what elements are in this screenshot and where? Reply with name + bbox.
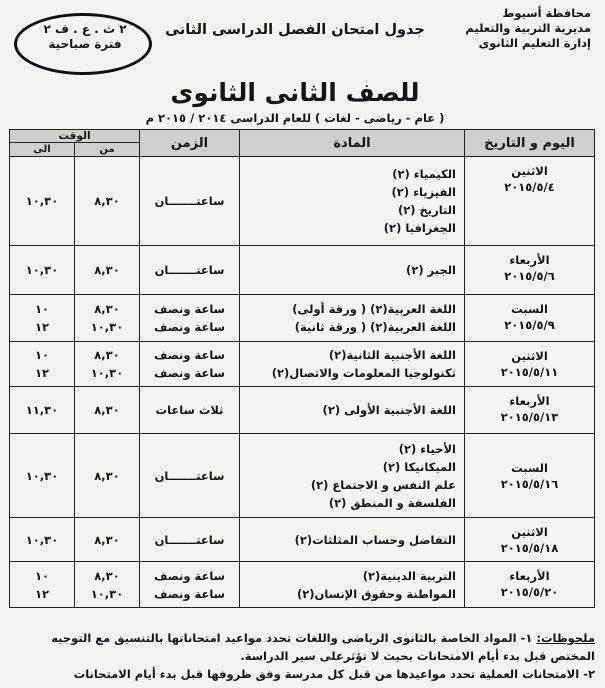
day-name: الأربعاء bbox=[509, 394, 550, 408]
time-to-cell bbox=[10, 342, 75, 387]
page-title: جدول امتحان الفصل الدراسى الثانى bbox=[165, 22, 425, 38]
subject-name: الفيزياء (٢) bbox=[391, 185, 456, 199]
directorate-line: مديرية التربية والتعليم bbox=[465, 21, 591, 35]
duration-cell bbox=[140, 562, 240, 608]
exam-date: ٢٠١٥/٥/١١ bbox=[500, 365, 559, 379]
table-row bbox=[10, 518, 595, 562]
exam-date: ٢٠١٥/٥/٢٠ bbox=[500, 585, 559, 599]
stamp-text bbox=[30, 22, 140, 52]
time-from-value: ٨,٣٠ bbox=[94, 348, 120, 362]
governorate-line: محافظة أسيوط bbox=[502, 6, 591, 20]
subject-cell bbox=[240, 157, 465, 246]
exam-date: ٢٠١٥/٥/٦ bbox=[504, 269, 555, 283]
note-line: ٢- الامتحانات العملية تحدد مواعيدها من قبل كل مدرسة وفق ظروفها قبل بدء أيام الامتحانات bbox=[73, 667, 595, 681]
table-row bbox=[10, 157, 595, 246]
administration-line: إدارة التعليم الثانوى bbox=[478, 36, 591, 50]
day-date-cell bbox=[465, 562, 595, 608]
time-from-value: ١٠,٣٠ bbox=[90, 586, 124, 601]
subject-name: اللغة العربية(٢) ( ورقة ثانية) bbox=[294, 320, 456, 334]
time-to-value: ١١,٣٠ bbox=[25, 403, 59, 417]
time-to-value: ١٢ bbox=[34, 586, 50, 601]
day-name: الاثنين bbox=[511, 525, 548, 539]
duration-cell bbox=[140, 342, 240, 387]
duration-value: ساعتـــــــان bbox=[154, 194, 225, 208]
duration-value: ساعة ونصف bbox=[154, 302, 225, 316]
time-from-cell bbox=[75, 246, 140, 295]
notes-label: ملحوظات: bbox=[536, 631, 595, 645]
time-to-value: ١٠,٣٠ bbox=[25, 532, 59, 547]
time-from-value: ٨,٣٠ bbox=[94, 263, 120, 277]
duration-cell bbox=[140, 387, 240, 434]
subject-name: التربية الدينية(٢) bbox=[362, 568, 456, 583]
time-from-value: ٨,٣٠ bbox=[94, 468, 120, 483]
notes-section bbox=[7, 629, 595, 683]
time-to-cell bbox=[10, 246, 75, 295]
day-name: الاثنين bbox=[511, 164, 548, 178]
time-from-cell bbox=[75, 295, 140, 342]
day-date-cell bbox=[465, 434, 595, 518]
table-row bbox=[10, 342, 595, 387]
time-to-value: ١٢ bbox=[34, 320, 50, 334]
time-to-value: ١٢ bbox=[34, 366, 50, 380]
stamp-period: فترة صباحية bbox=[48, 37, 122, 51]
day-date-cell bbox=[465, 342, 595, 387]
header-to: الى bbox=[10, 143, 75, 157]
day-date-cell bbox=[465, 518, 595, 562]
subject-name: تكنولوجيا المعلومات والاتصال(٢) bbox=[271, 366, 456, 380]
subject-cell bbox=[240, 246, 465, 295]
subject-name: علم النفس و الاجتماع (٢) bbox=[310, 477, 456, 492]
time-to-cell bbox=[10, 387, 75, 434]
subject-name: التفاضل وحساب المثلثات(٢) bbox=[294, 532, 456, 547]
exam-date: ٢٠١٥/٥/٩ bbox=[504, 318, 555, 332]
exam-table bbox=[9, 129, 595, 608]
time-from-cell bbox=[75, 342, 140, 387]
subject-name: الأحياء (٢) bbox=[398, 441, 456, 456]
time-to-cell bbox=[10, 518, 75, 562]
subject-name: اللغة الأجنبية الأولى (٢) bbox=[322, 403, 456, 417]
day-name: السبت bbox=[511, 460, 548, 475]
table-row bbox=[10, 246, 595, 295]
duration-cell bbox=[140, 295, 240, 342]
time-from-value: ٨,٣٠ bbox=[94, 302, 120, 316]
duration-value: ساعتـــــــان bbox=[154, 532, 225, 547]
time-to-cell bbox=[10, 562, 75, 608]
time-to-cell bbox=[10, 295, 75, 342]
day-date-cell bbox=[465, 295, 595, 342]
subject-name: الكيمياء (٢) bbox=[392, 167, 456, 181]
header-from: من bbox=[75, 143, 140, 157]
duration-value: ساعة ونصف bbox=[154, 366, 225, 380]
exam-date: ٢٠١٥/٥/١٣ bbox=[500, 410, 559, 424]
note-line: المختص قبل بدء أيام الامتحانات بحيث لا تؤثرعلى سير الدراسة. bbox=[240, 649, 595, 663]
subject-name: المواطنة وحقوق الإنسان(٢) bbox=[296, 586, 456, 601]
duration-cell bbox=[140, 157, 240, 246]
header-day-date: اليوم و التاريخ bbox=[465, 130, 595, 157]
subject-cell bbox=[240, 518, 465, 562]
duration-value: ثلاث ساعات bbox=[155, 403, 224, 417]
subject-name: الفلسفة و المنطق (٢) bbox=[328, 495, 456, 510]
day-date-cell bbox=[465, 387, 595, 434]
duration-value: ساعتـــــــان bbox=[154, 468, 225, 483]
time-to-value: ١٠ bbox=[34, 302, 50, 316]
subject-cell bbox=[240, 434, 465, 518]
duration-value: ساعة ونصف bbox=[154, 348, 225, 362]
subject-cell bbox=[240, 342, 465, 387]
time-from-value: ٨,٣٠ bbox=[94, 403, 120, 417]
time-to-value: ١٠ bbox=[34, 568, 50, 583]
time-from-cell bbox=[75, 434, 140, 518]
time-from-value: ٨,٣٠ bbox=[94, 194, 120, 208]
time-from-cell bbox=[75, 157, 140, 246]
subject-name: الجبر (٢) bbox=[406, 263, 456, 277]
day-name: الأربعاء bbox=[509, 253, 550, 267]
time-from-value: ٨,٣٠ bbox=[94, 568, 120, 583]
time-from-cell bbox=[75, 562, 140, 608]
day-date-cell bbox=[465, 157, 595, 246]
header-time: الوقت bbox=[10, 130, 140, 143]
academic-year-subtitle: ( عام - رياضى - لغات ) للعام الدراسى ٢٠١٤ / ٢٠١٥ م bbox=[145, 111, 445, 125]
exam-date: ٢٠١٥/٥/١٦ bbox=[500, 476, 559, 491]
time-to-value: ١٠,٣٠ bbox=[25, 468, 59, 483]
subject-cell bbox=[240, 562, 465, 608]
duration-value: ساعتـــــــان bbox=[154, 263, 225, 277]
note-line bbox=[7, 629, 595, 647]
subject-name: اللغة الأجنبية الثانية(٢) bbox=[328, 348, 456, 362]
stamp-code: ٢ ث . ع . ف ٢ bbox=[43, 22, 127, 36]
subject-cell bbox=[240, 295, 465, 342]
grade-title: للصف الثانى الثانوى bbox=[170, 78, 420, 107]
time-from-cell bbox=[75, 387, 140, 434]
day-date-cell bbox=[465, 246, 595, 295]
time-from-value: ١٠,٣٠ bbox=[90, 320, 124, 334]
table-row bbox=[10, 295, 595, 342]
duration-value: ساعة ونصف bbox=[154, 568, 225, 583]
duration-cell bbox=[140, 434, 240, 518]
day-name: الأربعاء bbox=[509, 569, 550, 583]
time-to-cell bbox=[10, 434, 75, 518]
subject-name: اللغة العربية(٢) ( ورقة أولى) bbox=[292, 302, 456, 316]
exam-date: ٢٠١٥/٥/١٨ bbox=[500, 541, 559, 555]
duration-value: ساعة ونصف bbox=[154, 320, 225, 334]
time-from-cell bbox=[75, 518, 140, 562]
duration-cell bbox=[140, 518, 240, 562]
subject-cell bbox=[240, 387, 465, 434]
duration-cell bbox=[140, 246, 240, 295]
time-from-value: ١٠,٣٠ bbox=[90, 366, 124, 380]
table-row bbox=[10, 387, 595, 434]
time-from-value: ٨,٣٠ bbox=[94, 532, 120, 547]
time-to-value: ١٠,٣٠ bbox=[25, 263, 59, 277]
subject-name: الميكانيكا (٢) bbox=[382, 459, 456, 474]
day-name: الاثنين bbox=[511, 349, 548, 363]
header-duration: الزمن bbox=[140, 130, 240, 157]
duration-value: ساعة ونصف bbox=[154, 586, 225, 601]
table-row bbox=[10, 434, 595, 518]
time-to-value: ١٠,٣٠ bbox=[25, 194, 59, 208]
day-name: السبت bbox=[511, 302, 548, 316]
header-subject: المادة bbox=[240, 130, 465, 157]
subject-name: الجغرافيا (٢) bbox=[383, 221, 456, 235]
time-to-value: ١٠ bbox=[34, 348, 50, 362]
time-to-cell bbox=[10, 157, 75, 246]
note-text: ١- المواد الخاصة بالثانوى الرياضى واللغات تحدد مواعيد امتحاناتها بالتنسيق مع التوجيه bbox=[51, 631, 533, 645]
exam-date: ٢٠١٥/٥/٤ bbox=[504, 180, 555, 194]
subject-name: التاريخ (٢) bbox=[397, 203, 456, 217]
table-row bbox=[10, 562, 595, 608]
